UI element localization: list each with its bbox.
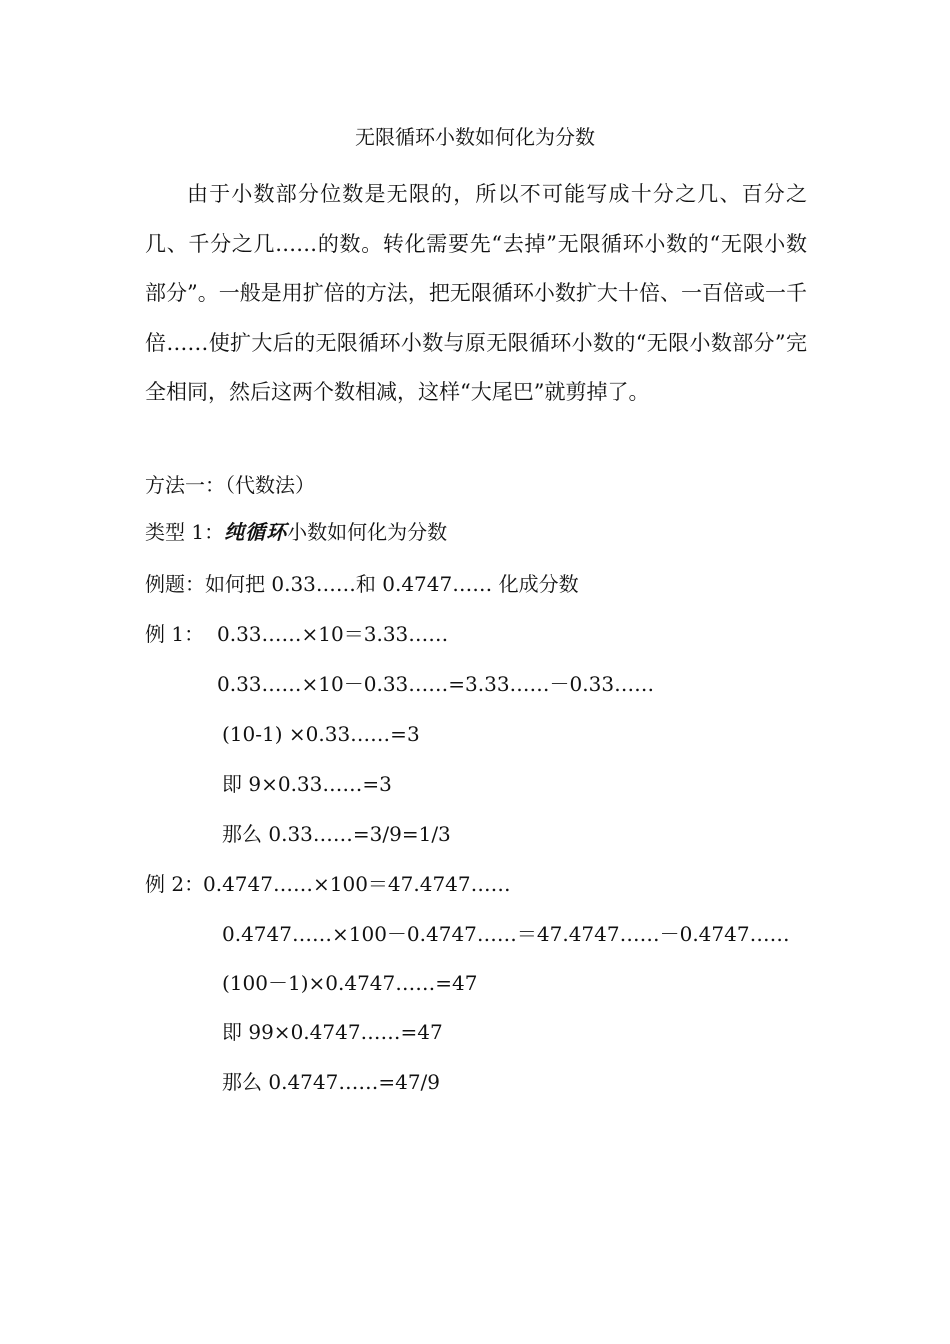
method-heading: 方法一：（代数法）	[145, 473, 315, 497]
example2-step: 那么 0.4747……=47/9	[222, 1070, 441, 1094]
example2-step: 即 99×0.4747……=47	[222, 1020, 443, 1044]
example1-step: 即 9×0.33……=3	[222, 772, 392, 796]
type1-emphasis: 纯循环	[224, 520, 288, 544]
example-prompt: 例题：如何把 0.33……和 0.4747…… 化成分数	[145, 572, 579, 596]
example1-step: (10-1) ×0.33……=3	[222, 722, 420, 746]
example2-first-line: 0.4747……×100＝47.4747……	[203, 872, 511, 896]
example2-step: (100－1)×0.4747……=47	[222, 971, 478, 995]
type1-suffix: 小数如何化为分数	[287, 520, 448, 544]
example2-label: 例 2：	[145, 872, 205, 896]
example1-step: 0.33……×10－0.33……=3.33……－0.33……	[217, 672, 655, 696]
document-title: 无限循环小数如何化为分数	[355, 125, 595, 149]
type1-heading	[145, 518, 447, 546]
example1-label: 例 1：	[145, 622, 205, 646]
intro-paragraph: 由于小数部分位数是无限的，所以不可能写成十分之几、百分之几、千分之几……的数。转化需要先“去掉”无限循环小数的“无限小数部分”。一般是用扩倍的方法，把无限循环小数扩大十倍、一百倍或一千倍……使扩大后的无限循环小数与原无限循环小数的“无限小数部分”完全相同，然后这两个数相减，这样“大尾巴”就剪掉了。	[145, 182, 807, 404]
example1-first-line: 0.33……×10＝3.33……	[217, 622, 449, 646]
type1-prefix: 类型 1：	[145, 520, 225, 544]
example1-step: 那么 0.33……=3/9=1/3	[222, 822, 451, 846]
example2-step: 0.4747……×100－0.4747……＝47.4747……－0.4747……	[222, 922, 790, 946]
